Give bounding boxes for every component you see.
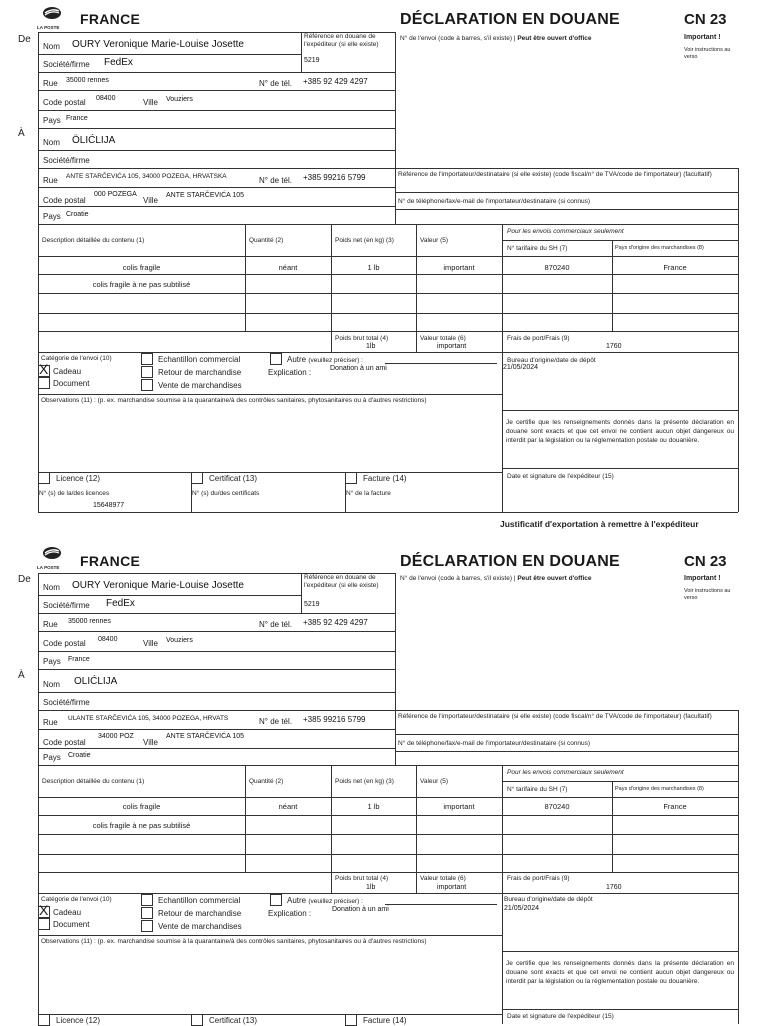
- col-origin: Pays d'origine des marchandises (8): [615, 786, 704, 792]
- postage-label: Frais de port/Frais (9): [507, 335, 570, 342]
- licence-label: Licence (12): [56, 474, 101, 483]
- recipient-street-label: Rue: [43, 176, 58, 185]
- recipient-phone: +385 99216 5799: [303, 173, 366, 182]
- sender-postcode-label: Code postal: [43, 639, 86, 648]
- recipient-postcode-label: Code postal: [43, 196, 86, 205]
- invoice-checkbox[interactable]: [345, 1014, 357, 1026]
- other-checkbox[interactable]: [270, 894, 282, 906]
- recipient-name: ÖLIĆLIJA: [72, 135, 116, 146]
- sender-country: France: [68, 656, 90, 663]
- recipient-street: ULANTE STARČEVIĆA 105, 34000 POZEGA, HRVATS: [68, 715, 229, 722]
- total-value-label: Valeur totale (6): [420, 335, 466, 342]
- item-1-origin: France: [663, 263, 687, 272]
- item-1-hs: 870240: [544, 802, 570, 811]
- other-note: (veuillez préciser) :: [308, 898, 363, 905]
- category-label: Catégorie de l'envoi (10): [41, 896, 112, 903]
- sender-name-label: Nom: [43, 42, 60, 51]
- gift-check-mark: X: [39, 902, 49, 918]
- item-1-origin: France: [663, 802, 687, 811]
- total-value: important: [437, 884, 467, 891]
- recipient-phone: +385 99216 5799: [303, 715, 366, 724]
- to-marker: À: [18, 128, 25, 139]
- invoice-label: Facture (14): [363, 474, 407, 483]
- sender-phone: +385 92 429 4297: [303, 618, 368, 627]
- recipient-city-label: Ville: [143, 196, 158, 205]
- sender-company-label: Société/firme: [43, 60, 90, 69]
- important-label: Important !: [684, 575, 721, 582]
- invoice-no-label: N° de la facture: [346, 490, 391, 497]
- from-marker: De: [18, 34, 31, 45]
- tracking-label: N° de l'envoi (code à barres, s'il existe) | Peut être ouvert d'office: [400, 575, 592, 582]
- postage: 1760: [606, 343, 622, 350]
- signature-label: Date et signature de l'expéditeur (15): [507, 473, 614, 480]
- gift-label: Cadeau: [53, 367, 82, 376]
- col-origin: Pays d'origine des marchandises (8): [615, 245, 704, 251]
- col-hs-tariff: N° tarifaire du SH (7): [507, 245, 568, 252]
- sender-street: 35000 rennes: [66, 77, 109, 84]
- returned-checkbox[interactable]: [141, 907, 153, 919]
- la-poste-logo-icon: [38, 6, 66, 24]
- licence-label: Licence (12): [56, 1016, 101, 1025]
- returned-label: Retour de marchandise: [158, 909, 242, 918]
- sale-checkbox[interactable]: [141, 920, 153, 932]
- recipient-name: OLIĆLIJA: [74, 676, 118, 687]
- sale-label: Vente de marchandises: [158, 381, 242, 390]
- item-1-weight: 1 lb: [367, 263, 380, 272]
- explanation-label: Explication :: [268, 368, 312, 377]
- logo-text: LA POSTE: [37, 25, 60, 30]
- other-label-text: Autre: [287, 355, 307, 364]
- item-1-quantity: néant: [278, 802, 298, 811]
- gross-weight-label: Poids brut total (4): [335, 335, 389, 342]
- la-poste-logo-icon: [38, 546, 66, 564]
- form-title: DÉCLARATION EN DOUANE: [400, 553, 620, 570]
- customs-form-copy-2: [0, 540, 768, 1024]
- recipient-street: ANTE STARČEVIĆA 105, 34000 POZEGA, HRVATSKA: [66, 173, 227, 180]
- sender-name: OURY Veronique Marie-Louise Josette: [72, 580, 244, 591]
- logo-text: LA POSTE: [37, 565, 60, 570]
- returned-checkbox[interactable]: [141, 366, 153, 378]
- item-1-weight: 1 lb: [367, 802, 380, 811]
- sender-street: 35000 rennes: [68, 618, 111, 625]
- other-label: [287, 896, 363, 905]
- recipient-name-label: Nom: [43, 138, 60, 147]
- to-marker: À: [18, 670, 25, 681]
- document-label: Document: [53, 379, 90, 388]
- col-quantity: Quantité (2): [249, 237, 284, 244]
- importer-ref-label: Référence de l'importateur/destinataire (si elle existe) (code fiscal/n° de TVA/code de l'importateur) (facultatif): [398, 171, 712, 178]
- item-2-description: colis fragile à ne pas subtilisé: [92, 280, 191, 289]
- country-title: FRANCE: [80, 553, 141, 569]
- recipient-country-label: Pays: [43, 212, 61, 221]
- licence-no: 15648977: [93, 502, 125, 509]
- sender-ref-label: Référence en douane de l'expéditeur (si elle existe): [304, 574, 379, 589]
- postage-label: Frais de port/Frais (9): [507, 875, 570, 882]
- importer-contact-label: N° de téléphone/fax/e-mail de l'importateur/destinataire (si connus): [398, 740, 591, 747]
- from-marker: De: [18, 574, 31, 585]
- tracking-label: N° de l'envoi (code à barres, s'il existe) | Peut être ouvert d'office: [400, 35, 592, 42]
- other-label-text: Autre: [287, 896, 307, 905]
- sample-checkbox[interactable]: [141, 353, 153, 365]
- explanation: Donation à un ami: [330, 365, 387, 372]
- certificate-checkbox[interactable]: [191, 472, 203, 484]
- explanation: Donation à un ami: [332, 906, 389, 913]
- item-1-quantity: néant: [278, 263, 298, 272]
- certify-text: Je certifie que les renseignements donnés dans la présente déclaration en douane sont exacts et que cet envoi ne contient aucun objet dangereux ou interdit par la législation ou la réglementation postale ou douanière.: [506, 419, 734, 444]
- sale-checkbox[interactable]: [141, 379, 153, 391]
- opened-note: Peut être ouvert d'office: [517, 575, 592, 582]
- instructions-note: Voir instructions au verso: [684, 47, 731, 60]
- sender-name: OURY Veronique Marie-Louise Josette: [72, 39, 244, 50]
- col-net-weight: Poids net (en kg) (3): [335, 237, 394, 244]
- recipient-country: Croatie: [66, 211, 89, 218]
- other-label: [287, 355, 363, 364]
- origin-office-label: Bureau d'origine/date de dépôt: [504, 896, 593, 903]
- sender-company-label: Société/firme: [43, 601, 90, 610]
- sender-country-label: Pays: [43, 116, 61, 125]
- other-checkbox[interactable]: [270, 353, 282, 365]
- col-hs-tariff: N° tarifaire du SH (7): [507, 786, 568, 793]
- gross-weight: 1lb: [366, 884, 376, 891]
- sample-checkbox[interactable]: [141, 894, 153, 906]
- origin-date: 21/05/2024: [504, 905, 540, 912]
- invoice-checkbox[interactable]: [345, 472, 357, 484]
- licence-checkbox[interactable]: [38, 472, 50, 484]
- origin-office-label: Bureau d'origine/date de dépôt: [507, 357, 596, 364]
- sender-country: France: [66, 115, 88, 122]
- item-1-description: colis fragile: [122, 263, 161, 272]
- certificate-label: Certificat (13): [209, 474, 258, 483]
- recipient-street-label: Rue: [43, 718, 58, 727]
- sender-postcode: 08400: [98, 636, 118, 643]
- certificate-checkbox[interactable]: [191, 1014, 203, 1026]
- observations-label: Observations (11) : (p. ex. marchandise soumise à la quarantaine/à des contrôles sanitaires, phytosanitaires ou à d'autres restrictions): [41, 938, 427, 945]
- col-description: Description détaillée du contenu (1): [42, 778, 145, 785]
- category-label: Catégorie de l'envoi (10): [41, 355, 112, 362]
- recipient-postcode-label: Code postal: [43, 738, 86, 747]
- importer-ref-label: Référence de l'importateur/destinataire (si elle existe) (code fiscal/n° de TVA/code de l'importateur) (facultatif): [398, 713, 712, 720]
- important-label: Important !: [684, 34, 721, 41]
- item-1-value: important: [443, 263, 475, 272]
- document-label: Document: [53, 920, 90, 929]
- col-description: Description détaillée du contenu (1): [42, 237, 145, 244]
- sender-street-label: Rue: [43, 620, 58, 629]
- col-quantity: Quantité (2): [249, 778, 284, 785]
- recipient-phone-label: N° de tél.: [259, 176, 292, 185]
- instructions-note: Voir instructions au verso: [684, 588, 731, 601]
- col-commercial-only: Pour les envois commerciaux seulement: [507, 228, 624, 235]
- returned-label: Retour de marchandise: [158, 368, 242, 377]
- sender-company: FedEx: [106, 598, 135, 609]
- sender-ref-label: Référence en douane de l'expéditeur (si elle existe): [304, 33, 379, 48]
- postage: 1760: [606, 884, 622, 891]
- recipient-city: ANTE STARČEVIĆA 105: [166, 192, 245, 199]
- recipient-postcode: 000 POZEGA: [94, 191, 137, 198]
- form-title: DÉCLARATION EN DOUANE: [400, 11, 620, 28]
- form-code: CN 23: [684, 11, 727, 28]
- item-1-hs: 870240: [544, 263, 570, 272]
- invoice-label: Facture (14): [363, 1016, 407, 1025]
- col-net-weight: Poids net (en kg) (3): [335, 778, 394, 785]
- sender-company: FedEx: [104, 57, 133, 68]
- sender-postcode: 08400: [96, 95, 116, 102]
- total-value-label: Valeur totale (6): [420, 875, 466, 882]
- col-value: Valeur (5): [420, 778, 449, 785]
- explanation-label: Explication :: [268, 909, 312, 918]
- certificate-no-label: N° (s) du/des certificats: [192, 490, 260, 497]
- observations-label: Observations (11) : (p. ex. marchandise soumise à la quarantaine/à des contrôles sanitaires, phytosanitaires ou à d'autres restrictions): [41, 397, 427, 404]
- importer-contact-label: N° de téléphone/fax/e-mail de l'importateur/destinataire (si connus): [398, 198, 591, 205]
- signature-label: Date et signature de l'expéditeur (15): [507, 1013, 614, 1020]
- sender-name-label: Nom: [43, 583, 60, 592]
- item-1-value: important: [443, 802, 475, 811]
- col-commercial-only: Pour les envois commerciaux seulement: [507, 769, 624, 776]
- recipient-city-label: Ville: [143, 738, 158, 747]
- sender-phone: +385 92 429 4297: [303, 77, 368, 86]
- origin-date: 21/05/2024: [503, 364, 539, 371]
- gross-weight-label: Poids brut total (4): [335, 875, 389, 882]
- tracking-label-text: N° de l'envoi (code à barres, s'il existe): [400, 35, 513, 42]
- sender-city-label: Ville: [143, 639, 158, 648]
- sample-label: Echantillon commercial: [158, 896, 241, 905]
- sender-city: Vouziers: [166, 96, 193, 103]
- country-title: FRANCE: [80, 11, 141, 27]
- opened-note: Peut être ouvert d'office: [517, 35, 592, 42]
- sender-ref: 5219: [304, 601, 320, 608]
- gift-check-mark: X: [39, 361, 49, 377]
- recipient-country-label: Pays: [43, 753, 61, 762]
- recipient-phone-label: N° de tél.: [259, 717, 292, 726]
- recipient-name-label: Nom: [43, 680, 60, 689]
- sender-phone-label: N° de tél.: [259, 620, 292, 629]
- gift-label: Cadeau: [53, 908, 82, 917]
- sample-label: Echantillon commercial: [158, 355, 241, 364]
- sender-ref: 5219: [304, 57, 320, 64]
- other-note: (veuillez préciser) :: [308, 357, 363, 364]
- recipient-postcode: 34000 POZ: [98, 733, 134, 740]
- sender-city: Vouziers: [166, 637, 193, 644]
- sender-postcode-label: Code postal: [43, 98, 86, 107]
- document-checkbox[interactable]: [38, 377, 50, 389]
- licence-no-label: N° (s) de la/des licences: [39, 490, 110, 497]
- document-checkbox[interactable]: [38, 918, 50, 930]
- gross-weight: 1lb: [366, 343, 376, 350]
- sender-city-label: Ville: [143, 98, 158, 107]
- tracking-label-text: N° de l'envoi (code à barres, s'il existe): [400, 575, 513, 582]
- item-2-description: colis fragile à ne pas subtilisé: [92, 821, 191, 830]
- sale-label: Vente de marchandises: [158, 922, 242, 931]
- licence-checkbox[interactable]: [38, 1014, 50, 1026]
- recipient-country: Croatie: [68, 752, 91, 759]
- sender-country-label: Pays: [43, 657, 61, 666]
- sender-street-label: Rue: [43, 79, 58, 88]
- certify-text: Je certifie que les renseignements donnés dans la présente déclaration en douane sont exacts et que cet envoi ne contient aucun objet dangereux ou interdit par la législation ou la réglementation postale ou douanière.: [506, 960, 734, 985]
- recipient-city: ANTE STARČEVIĆA 105: [166, 733, 245, 740]
- item-1-description: colis fragile: [122, 802, 161, 811]
- form-code: CN 23: [684, 553, 727, 570]
- total-value: important: [437, 343, 467, 350]
- footer-note: Justificatif d'exportation à remettre à l'expéditeur: [500, 519, 699, 529]
- sender-phone-label: N° de tél.: [259, 79, 292, 88]
- recipient-company-label: Société/firme: [43, 156, 90, 165]
- certificate-label: Certificat (13): [209, 1016, 258, 1025]
- recipient-company-label: Société/firme: [43, 698, 90, 707]
- col-value: Valeur (5): [420, 237, 449, 244]
